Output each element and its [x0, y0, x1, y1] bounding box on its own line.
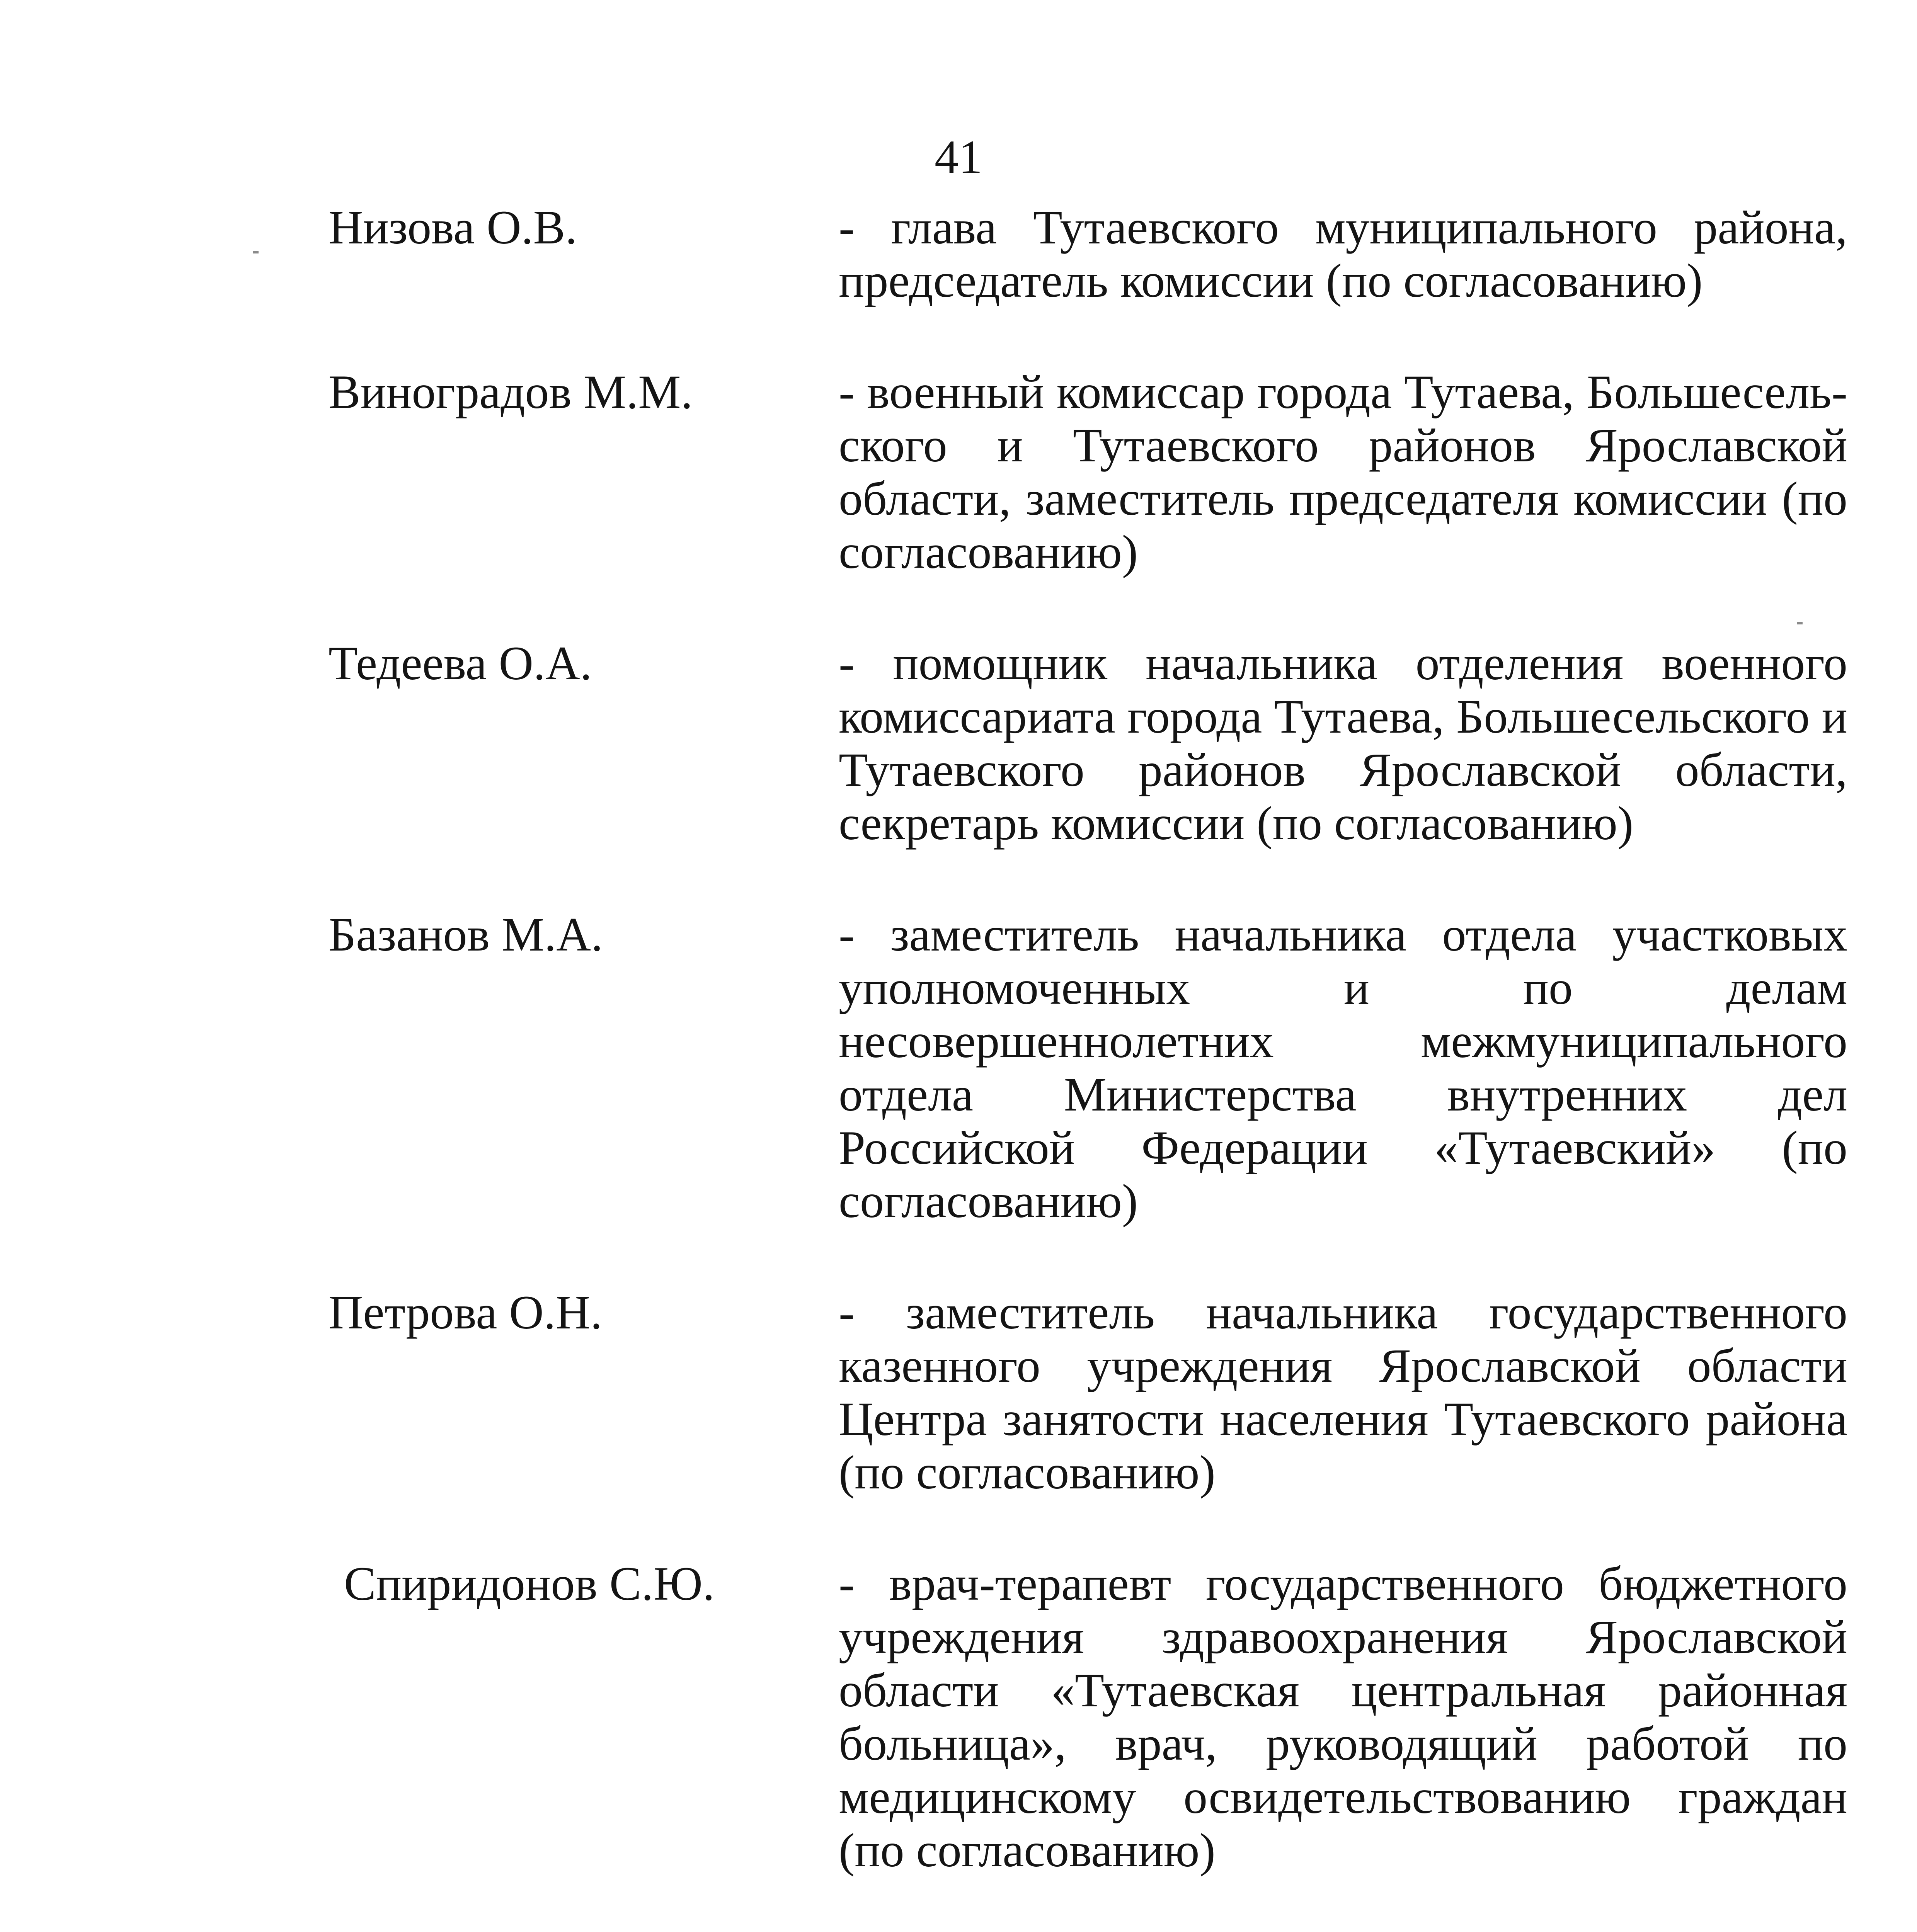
member-entry — [329, 366, 1847, 579]
scan-speck — [253, 251, 259, 253]
member-entry — [329, 908, 1847, 1228]
page-number: 41 — [935, 131, 982, 184]
member-role: - военный комиссар города Тутаева, Большесельского и Тутаевского районов Ярославской области, заместитель председателя комиссии (по согласованию) — [839, 366, 1847, 578]
member-entry — [329, 201, 1847, 308]
member-entry — [329, 1557, 1847, 1877]
commission-member-list — [329, 201, 1847, 1932]
member-role: - заместитель начальника государственного казенного учреждения Ярославской области Центра занятости населения Тутаевского района (по согласованию) — [839, 1286, 1847, 1499]
member-name: Виноградов М.М. — [329, 366, 693, 418]
member-entry — [329, 1286, 1847, 1499]
member-name: Петрова О.Н. — [329, 1286, 603, 1339]
member-name: Спиридонов С.Ю. — [344, 1557, 715, 1610]
member-entry — [329, 637, 1847, 850]
member-name: Базанов М.А. — [329, 908, 603, 961]
member-role: - заместитель начальника отдела участковых уполномоченных и по делам несовершеннолетних межмуниципального отдела Министерства внутренних дел Российской Федерации «Тутаевский» (по согласованию) — [839, 908, 1847, 1228]
member-role: - глава Тутаевского муниципального района, председатель комиссии (по согласованию) — [839, 201, 1847, 307]
member-role: - помощник начальника отделения военного комиссариата города Тутаева, Большесельского и Тутаевского районов Ярославской области, секретарь комиссии (по согласованию) — [839, 637, 1847, 850]
member-name: Низова О.В. — [329, 201, 577, 254]
member-role: - врач-терапевт государственного бюджетного учреждения здравоохранения Ярославской области «Тутаевская центральная районная больница», врач, руководящий работой по медицинскому освидетельствованию граждан (по согласованию) — [839, 1557, 1847, 1877]
member-name: Тедеева О.А. — [329, 637, 592, 690]
